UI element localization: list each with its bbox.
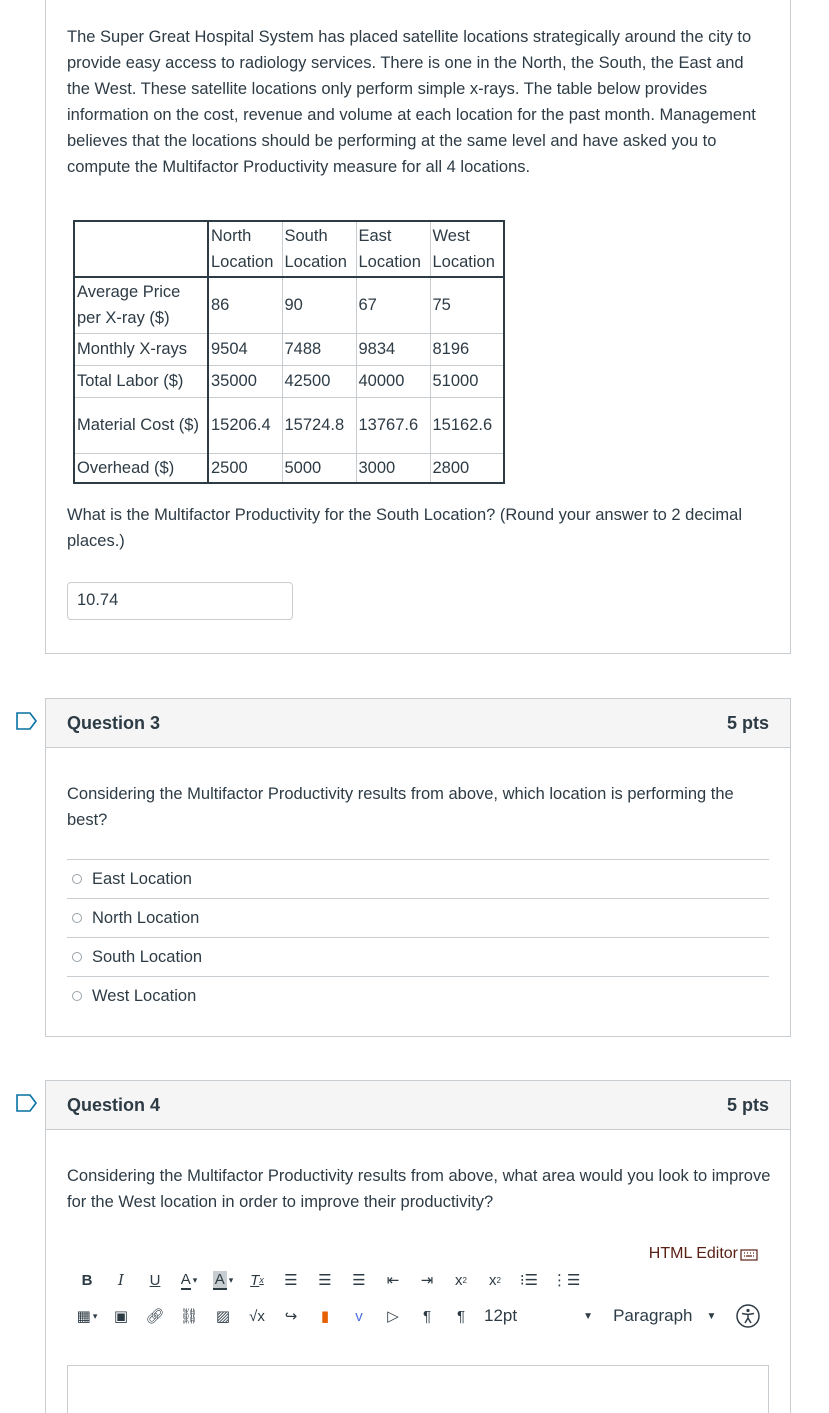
bold-icon[interactable]: B [81, 1271, 93, 1289]
accessibility-checker-icon[interactable] [736, 1305, 760, 1327]
block-format-select[interactable]: Paragraph [613, 1306, 693, 1325]
image-icon[interactable]: ▨ [215, 1308, 231, 1325]
font-size-select[interactable]: 12pt [484, 1306, 518, 1325]
rich-text-editor-area[interactable] [67, 1365, 769, 1413]
table-cell: 2800 [430, 453, 504, 483]
table-cell: 8196 [430, 333, 504, 365]
align-right-icon[interactable]: ☰ [352, 1272, 366, 1289]
table-cell: 75 [430, 277, 504, 333]
question-3-points: 5 pts [726, 712, 769, 733]
table-cell: 15206.4 [208, 397, 282, 453]
question-2-intro: The Super Great Hospital System has placed satellite locations strategically around the city to provide easy access to radiology services. There is one in the North, the South, the East and the West. These satellite locations only perform simple x-rays. The table below provides information on the cost, revenue and volume at each location for the past month. Management believes that the locations should be performing at the same level and have asked you to compute the Multifactor Productivity measure for all 4 locations. [67, 28, 756, 176]
link-icon[interactable]: 🔗︎ [145, 1308, 165, 1325]
media-icon[interactable]: ▣ [113, 1308, 129, 1325]
table-header-cell: West Location [430, 221, 504, 277]
table-cell: 15162.6 [430, 397, 504, 453]
clear-formatting-icon[interactable]: T x [250, 1271, 264, 1289]
editor-toolbar-row-2 [76, 1305, 776, 1327]
indent-icon[interactable]: ⇥ [420, 1272, 434, 1289]
table-cell: 90 [282, 277, 356, 333]
answer-option-east[interactable] [67, 859, 769, 898]
table-cell: 86 [208, 277, 282, 333]
radio-button[interactable] [72, 913, 82, 923]
table-row [74, 277, 504, 333]
html-editor-label: HTML Editor [648, 1245, 738, 1262]
table-row-label: Overhead ($) [74, 453, 208, 483]
table-header-row [74, 221, 504, 277]
align-center-icon[interactable]: ☰ [318, 1272, 332, 1289]
table-header-cell: South Location [282, 221, 356, 277]
question-3-header [46, 699, 790, 748]
keyboard-icon [740, 1248, 758, 1261]
editor-toolbar-row-1 [76, 1269, 776, 1291]
table-cell: 9504 [208, 333, 282, 365]
answer-label: North Location [92, 908, 200, 927]
answer-list [67, 859, 769, 1015]
table-cell: 7488 [282, 333, 356, 365]
outdent-icon[interactable]: ⇤ [386, 1272, 400, 1289]
table-cell: 2500 [208, 453, 282, 483]
align-left-icon[interactable]: ☰ [284, 1272, 298, 1289]
html-editor-link[interactable] [649, 1245, 758, 1263]
table-cell: 51000 [430, 365, 504, 397]
math-equation-icon[interactable]: √x [249, 1307, 265, 1325]
flag-question-icon[interactable] [16, 1094, 38, 1112]
answer-option-west[interactable] [67, 976, 769, 1015]
youtube-icon[interactable]: ▷ [387, 1308, 399, 1325]
chevron-down-icon[interactable]: ▼ [706, 1310, 717, 1322]
table-cell: 13767.6 [356, 397, 430, 453]
table-row-label: Total Labor ($) [74, 365, 208, 397]
answer-option-south[interactable] [67, 937, 769, 976]
question-3-card [45, 698, 791, 1037]
subscript-icon[interactable]: x 2 [489, 1271, 501, 1289]
table-cell: 3000 [356, 453, 430, 483]
text-color-icon[interactable]: A ▾ [180, 1270, 198, 1288]
question-4-text: Considering the Multifactor Productivity results from above, what area would you look to improve for the West location in order to improve their productivity? [67, 1167, 771, 1211]
rtl-paragraph-icon[interactable]: ¶ [456, 1307, 466, 1325]
answer-label: South Location [92, 947, 203, 966]
table-row-label: Average Price per X-ray ($) [74, 277, 208, 333]
table-row-label: Monthly X-rays [74, 333, 208, 365]
question-2-card [45, 0, 791, 654]
table-row [74, 397, 504, 453]
chevron-down-icon[interactable]: ▼ [583, 1310, 594, 1322]
answer-input[interactable]: 10.74 [67, 582, 293, 620]
question-3-text: Considering the Multifactor Productivity results from above, which location is performing the best? [67, 785, 734, 829]
table-cell: 5000 [282, 453, 356, 483]
table-cell: 40000 [356, 365, 430, 397]
table-cell: 42500 [282, 365, 356, 397]
table-corner-cell [74, 221, 208, 277]
ltr-paragraph-icon[interactable]: ¶ [422, 1307, 432, 1325]
office-icon[interactable]: ▮ [320, 1308, 330, 1325]
table-cell: 15724.8 [282, 397, 356, 453]
numbered-list-icon[interactable]: ⋮☰ [552, 1272, 581, 1289]
table-cell: 35000 [208, 365, 282, 397]
table-cell: 67 [356, 277, 430, 333]
question-2-prompt: What is the Multifactor Productivity for the South Location? (Round your answer to 2 decimal places.) [67, 506, 742, 550]
table-row [74, 365, 504, 397]
flag-question-icon[interactable] [16, 712, 38, 730]
table-header-cell: North Location [208, 221, 282, 277]
background-color-icon[interactable]: A ▾ [214, 1270, 234, 1288]
unlink-icon[interactable]: ⛓ [179, 1308, 199, 1325]
vimeo-icon[interactable]: v [355, 1307, 363, 1325]
table-icon[interactable]: ▦ ▾ [76, 1308, 98, 1325]
bullet-list-icon[interactable]: ⁝☰ [519, 1272, 539, 1289]
answer-label: West Location [92, 986, 197, 1005]
radio-button[interactable] [72, 991, 82, 1001]
answer-label: East Location [92, 869, 192, 888]
table-header-cell: East Location [356, 221, 430, 277]
table-row [74, 453, 504, 483]
location-data-table [73, 220, 505, 484]
question-4-header [46, 1081, 790, 1130]
question-4-card [45, 1080, 791, 1413]
radio-button[interactable] [72, 952, 82, 962]
italic-icon[interactable]: I [118, 1271, 124, 1289]
radio-button[interactable] [72, 874, 82, 884]
table-row-label: Material Cost ($) [74, 397, 208, 453]
question-3-title: Question 3 [67, 712, 161, 733]
superscript-icon[interactable]: x 2 [455, 1271, 467, 1289]
question-4-title: Question 4 [67, 1094, 161, 1115]
table-row [74, 333, 504, 365]
table-cell: 9834 [356, 333, 430, 365]
question-4-points: 5 pts [726, 1094, 769, 1115]
underline-icon[interactable]: U [149, 1271, 161, 1289]
answer-option-north[interactable] [67, 898, 769, 937]
embed-icon[interactable]: ↪ [284, 1308, 298, 1325]
